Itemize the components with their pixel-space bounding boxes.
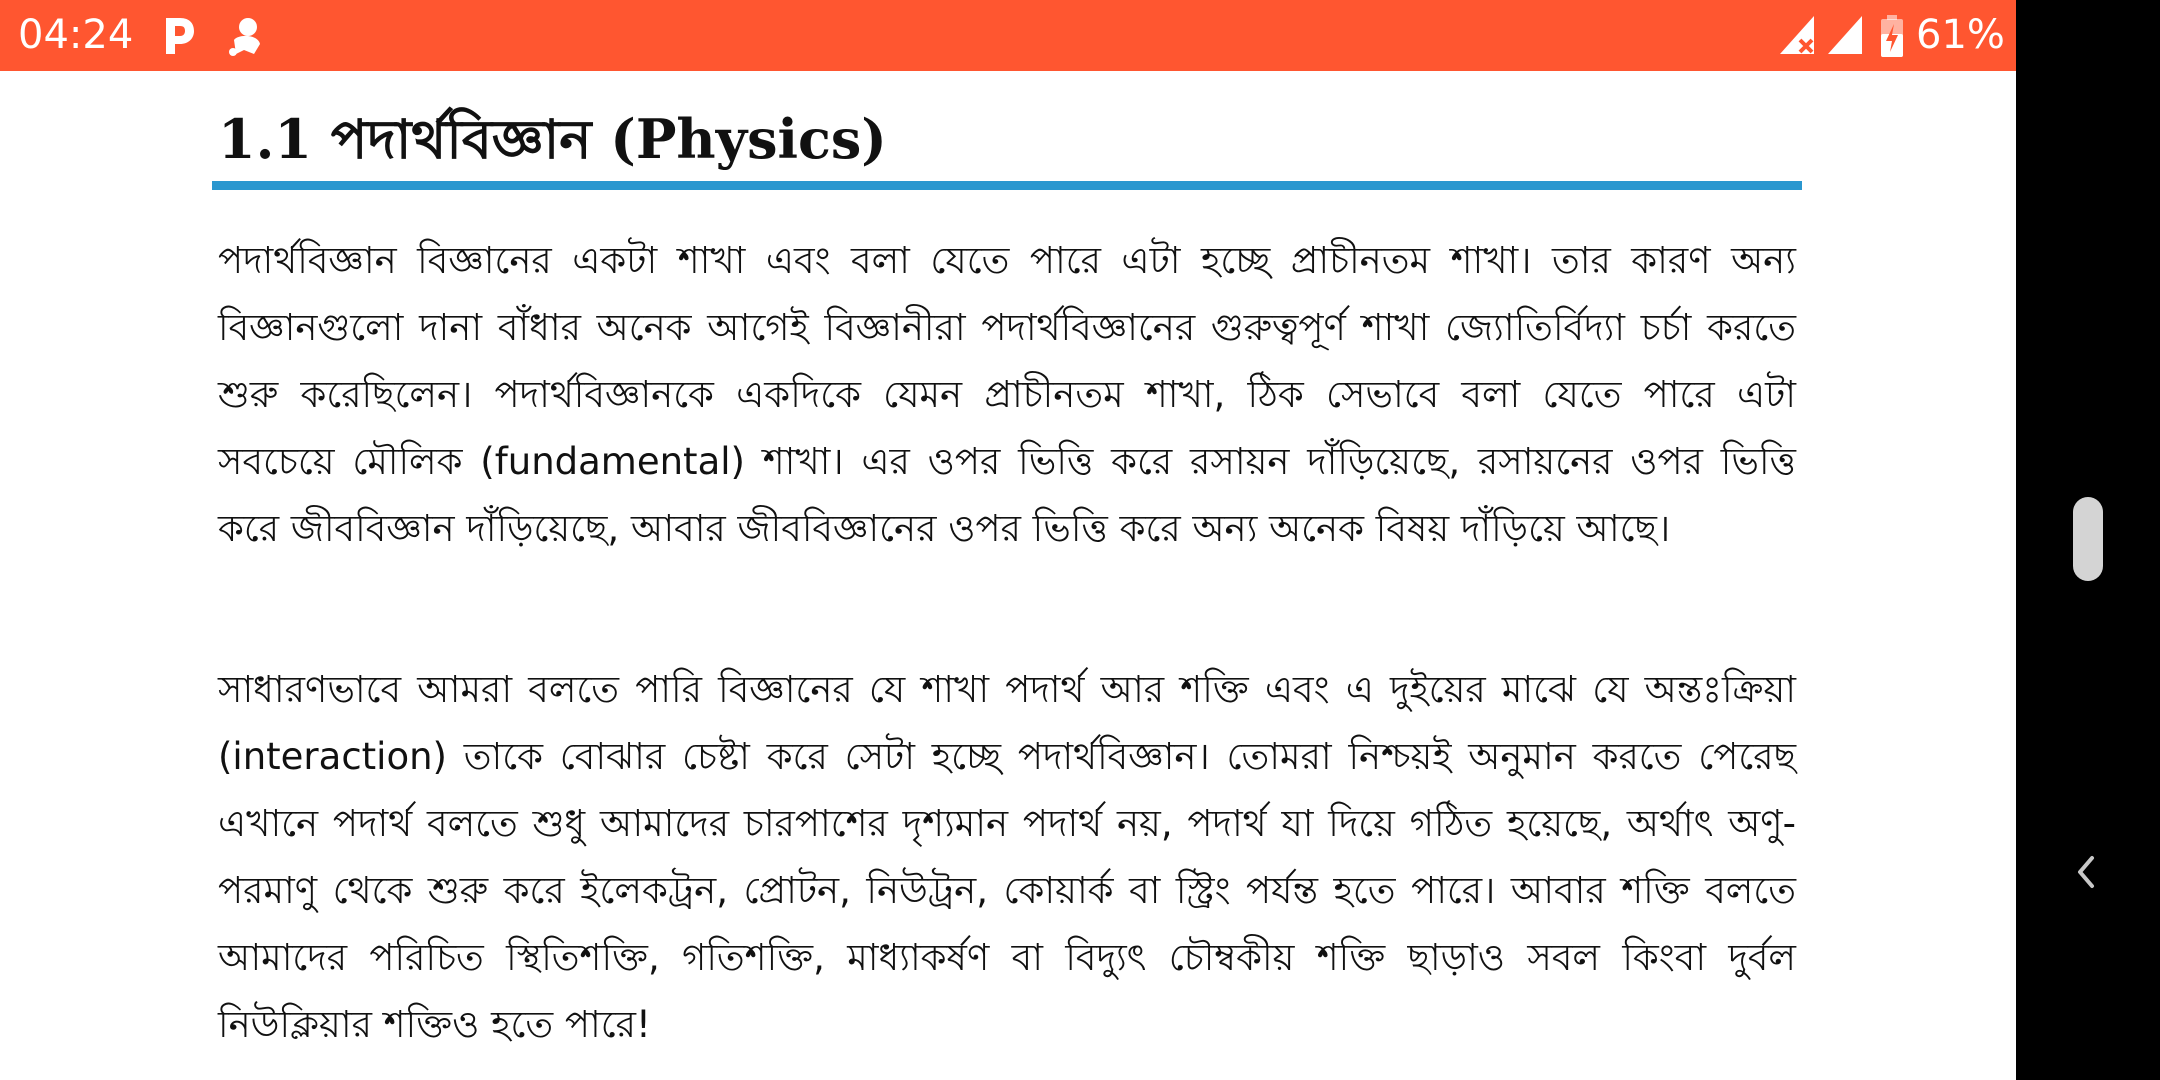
status-time: 04:24 [18,12,134,58]
paragraph-2: সাধারণভাবে আমরা বলতে পারি বিজ্ঞানের যে শাখা পদার্থ আর শক্তি এবং এ দুইয়ের মাঝে যে অন্তঃক্রিয়া (interaction) তাকে বোঝার চেষ্টা করে সেটা হচ্ছে পদার্থবিজ্ঞান। তোমরা নিশ্চয়ই অনুমান করতে পেরেছ এখানে পদার্থ বলতে শুধু আমাদের চারপাশের দৃশ্যমান পদার্থ নয়, পদার্থ যা দিয়ে গঠিত হয়েছে, অর্থাৎ অণু-পরমাণু থেকে শুরু করে ইলেকট্রন, প্রোটন, নিউট্রন, কোয়ার্ক বা স্ট্রিং পর্যন্ত হতে পারে। আবার শক্তি বলতে আমাদের পরিচিত স্থিতিশক্তি, গতিশক্তি, মাধ্যাকর্ষণ বা বিদ্যুৎ চৌম্বকীয় শক্তি ছাড়াও সবল কিংবা দুর্বল নিউক্লিয়ার শক্তিও হতে পারে! [218,668,1796,1046]
scroll-handle[interactable] [2073,497,2103,581]
signal-no-data-icon [1778,14,1818,56]
battery-icon [1880,14,1904,58]
paragraph-1: পদার্থবিজ্ঞান বিজ্ঞানের একটা শাখা এবং বলা যেতে পারে এটা হচ্ছে প্রাচীনতম শাখা। তার কারণ অন্য বিজ্ঞানগুলো দানা বাঁধার অনেক আগেই বিজ্ঞানীরা পদার্থবিজ্ঞানের গুরুত্বপূর্ণ শাখা জ্যোতির্বিদ্যা চর্চা করতে শুরু করেছিলেন। পদার্থবিজ্ঞানকে একদিকে যেমন প্রাচীনতম শাখা, ঠিক সেভাবে বলা যেতে পারে এটা সবচেয়ে মৌলিক (fundamental) শাখা। এর ওপর ভিত্তি করে রসায়ন দাঁড়িয়েছে, রসায়নের ওপর ভিত্তি করে জীববিজ্ঞান দাঁড়িয়েছে, আবার জীববিজ্ঞানের ওপর ভিত্তি করে অন্য অনেক বিষয় দাঁড়িয়ে আছে। [218,239,1796,550]
p-app-icon [160,14,196,58]
section-heading: 1.1 পদার্থবিজ্ঞান (Physics) [218,107,887,171]
heading-underline [212,181,1802,190]
signal-icon [1826,14,1866,56]
battery-percent: 61% [1916,12,2005,58]
pdf-page[interactable] [0,71,2016,1080]
notification-app-icon [224,14,268,58]
status-bar [0,0,2016,71]
back-chevron-icon[interactable] [2072,852,2102,896]
